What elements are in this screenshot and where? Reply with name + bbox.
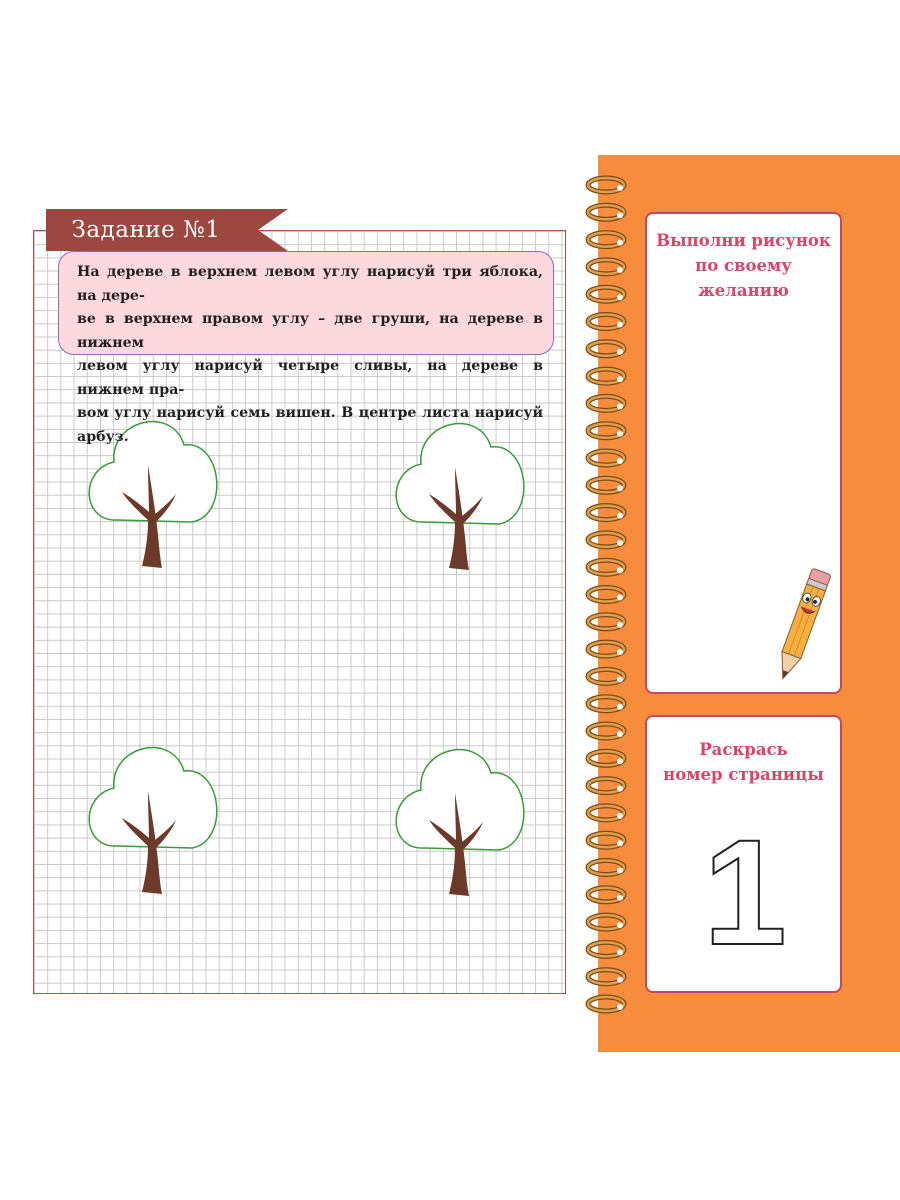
- pencil-icon: [772, 566, 832, 686]
- spiral-binding-icon: [580, 175, 630, 1020]
- spiral-ring: [588, 342, 624, 356]
- free-drawing-line-1: Выполни рисунок: [656, 231, 831, 250]
- spiral-ring: [588, 233, 624, 247]
- spiral-ring: [588, 560, 624, 574]
- free-drawing-line-2: по своему желанию: [695, 256, 792, 300]
- spiral-ring: [588, 451, 624, 465]
- spiral-ring: [588, 478, 624, 492]
- spiral-ring: [588, 287, 624, 301]
- spiral-ring: [588, 615, 624, 629]
- spiral-ring: [588, 588, 624, 602]
- spiral-ring: [588, 178, 624, 192]
- spiral-ring: [588, 260, 624, 274]
- spiral-ring: [588, 751, 624, 765]
- spiral-ring: [588, 697, 624, 711]
- spiral-ring: [588, 970, 624, 984]
- page-number-heading: [647, 737, 840, 787]
- tree-icon-bottom-left: [82, 736, 222, 896]
- page-number-digit[interactable]: 1: [703, 820, 787, 950]
- spiral-ring: [588, 396, 624, 410]
- spiral-ring: [588, 779, 624, 793]
- tree-icon-bottom-right: [389, 738, 529, 898]
- task-instructions-box: [58, 251, 554, 445]
- spiral-ring: [588, 315, 624, 329]
- spiral-ring: [588, 942, 624, 956]
- spiral-ring: [588, 997, 624, 1011]
- spiral-ring: [588, 506, 624, 520]
- spiral-ring: [588, 424, 624, 438]
- task-line-2: ве в верхнем правом углу – две груши, на дереве в нижнем: [77, 311, 543, 351]
- page-number-line-1: Раскрась: [699, 740, 788, 759]
- spiral-ring: [588, 861, 624, 875]
- spiral-ring: [588, 915, 624, 929]
- spiral-ring: [588, 642, 624, 656]
- task-line-4: вом углу нарисуй семь вишен. В центре листа нарисуй арбуз.: [77, 405, 543, 445]
- page-number-outline: [700, 820, 790, 950]
- spiral-ring: [588, 533, 624, 547]
- task-title: Задание №1: [71, 217, 221, 243]
- task-line-1: На дереве в верхнем левом углу нарисуй три яблока, на дере-: [77, 264, 543, 304]
- spiral-ring: [588, 888, 624, 902]
- spiral-ring: [588, 806, 624, 820]
- page-number-line-2: номер страницы: [663, 765, 824, 784]
- task-banner: [46, 209, 288, 251]
- task-instructions-text: [77, 261, 543, 449]
- spiral-ring: [588, 833, 624, 847]
- spiral-ring: [588, 724, 624, 738]
- spiral-ring: [588, 205, 624, 219]
- free-drawing-heading: [647, 228, 840, 303]
- spiral-ring: [588, 669, 624, 683]
- task-line-3: левом углу нарисуй четыре сливы, на дереве в нижнем пра-: [77, 358, 543, 398]
- spiral-ring: [588, 369, 624, 383]
